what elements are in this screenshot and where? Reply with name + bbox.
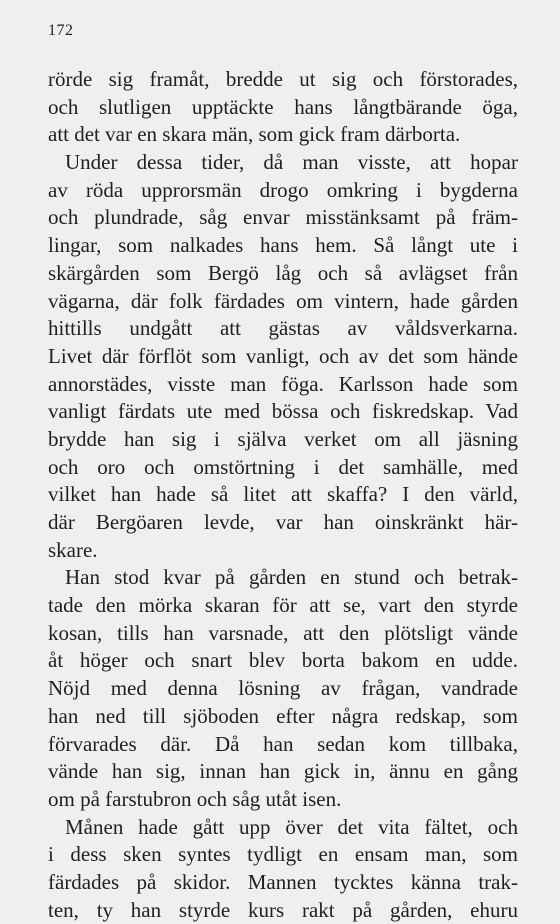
text-line: kosan, tills han varsnade, att den plötsligt vände	[48, 620, 518, 645]
text-line: Livet där förflöt som vanligt, och av det som hände	[48, 343, 518, 368]
text-line: brydde han sig i själva verket om all jäsning	[48, 426, 518, 451]
text-line: Nöjd med denna lösning av frågan, vandrade	[48, 676, 518, 701]
text-line: tade den mörka skaran för att se, vart den styrde	[48, 593, 518, 618]
text-line: lingar, som nalkades hans hem. Så långt ute i	[48, 233, 518, 258]
text-line: färdades på skidor. Mannen tycktes känna trak-	[48, 869, 518, 894]
body-text	[48, 66, 518, 924]
text-line: han ned till sjöboden efter några redskap, som	[48, 703, 518, 728]
text-line: Han stod kvar på gården en stund och betrak-	[65, 565, 518, 590]
text-line: Månen hade gått upp över det vita fältet, och	[65, 814, 518, 839]
text-line: Under dessa tider, då man visste, att hopar	[65, 150, 518, 175]
text-line: åt höger och snart blev borta bakom en udde.	[48, 648, 518, 673]
text-line: skärgården som Bergö låg och så avlägset från	[48, 260, 518, 285]
text-line: vägarna, där folk färdades om vintern, hade gården	[48, 288, 518, 313]
text-line: förvarades där. Då han sedan kom tillbaka,	[48, 731, 518, 756]
text-line: hittills undgått att gästas av våldsverkarna.	[48, 316, 518, 341]
text-line: rörde sig framåt, bredde ut sig och förstorades,	[48, 67, 518, 91]
text-line: av röda upprorsmän drogo omkring i bygderna	[48, 177, 518, 202]
text-line: och oro och omstörtning i det samhälle, med	[48, 454, 518, 479]
text-line: där Bergöaren levde, var han oinskränkt här-	[48, 510, 518, 534]
text-line: annorstädes, visste man föga. Karlsson hade som	[48, 371, 518, 396]
text-line: och plundrade, såg envar misstänksamt på främ-	[48, 205, 518, 230]
text-line: och slutligen upptäckte hans långtbärande öga,	[48, 94, 518, 119]
text-line: att det var en skara män, som gick fram därborta.	[48, 122, 461, 147]
text-line: skare.	[48, 537, 98, 562]
text-line: vanligt färdats ute med bössa och fiskredskap. Vad	[48, 399, 518, 424]
text-line: vilket han hade så litet att skaffa? I den värld,	[48, 482, 518, 507]
text-line: i dess sken syntes tydligt en ensam man, som	[48, 842, 518, 867]
page-number: 172	[48, 22, 74, 39]
text-line: om på farstubron och såg utåt isen.	[48, 786, 342, 811]
text-line: ten, ty han styrde kurs rakt på gården, ehuru	[48, 897, 518, 922]
text-line: vände han sig, innan han gick in, ännu en gång	[48, 759, 518, 784]
